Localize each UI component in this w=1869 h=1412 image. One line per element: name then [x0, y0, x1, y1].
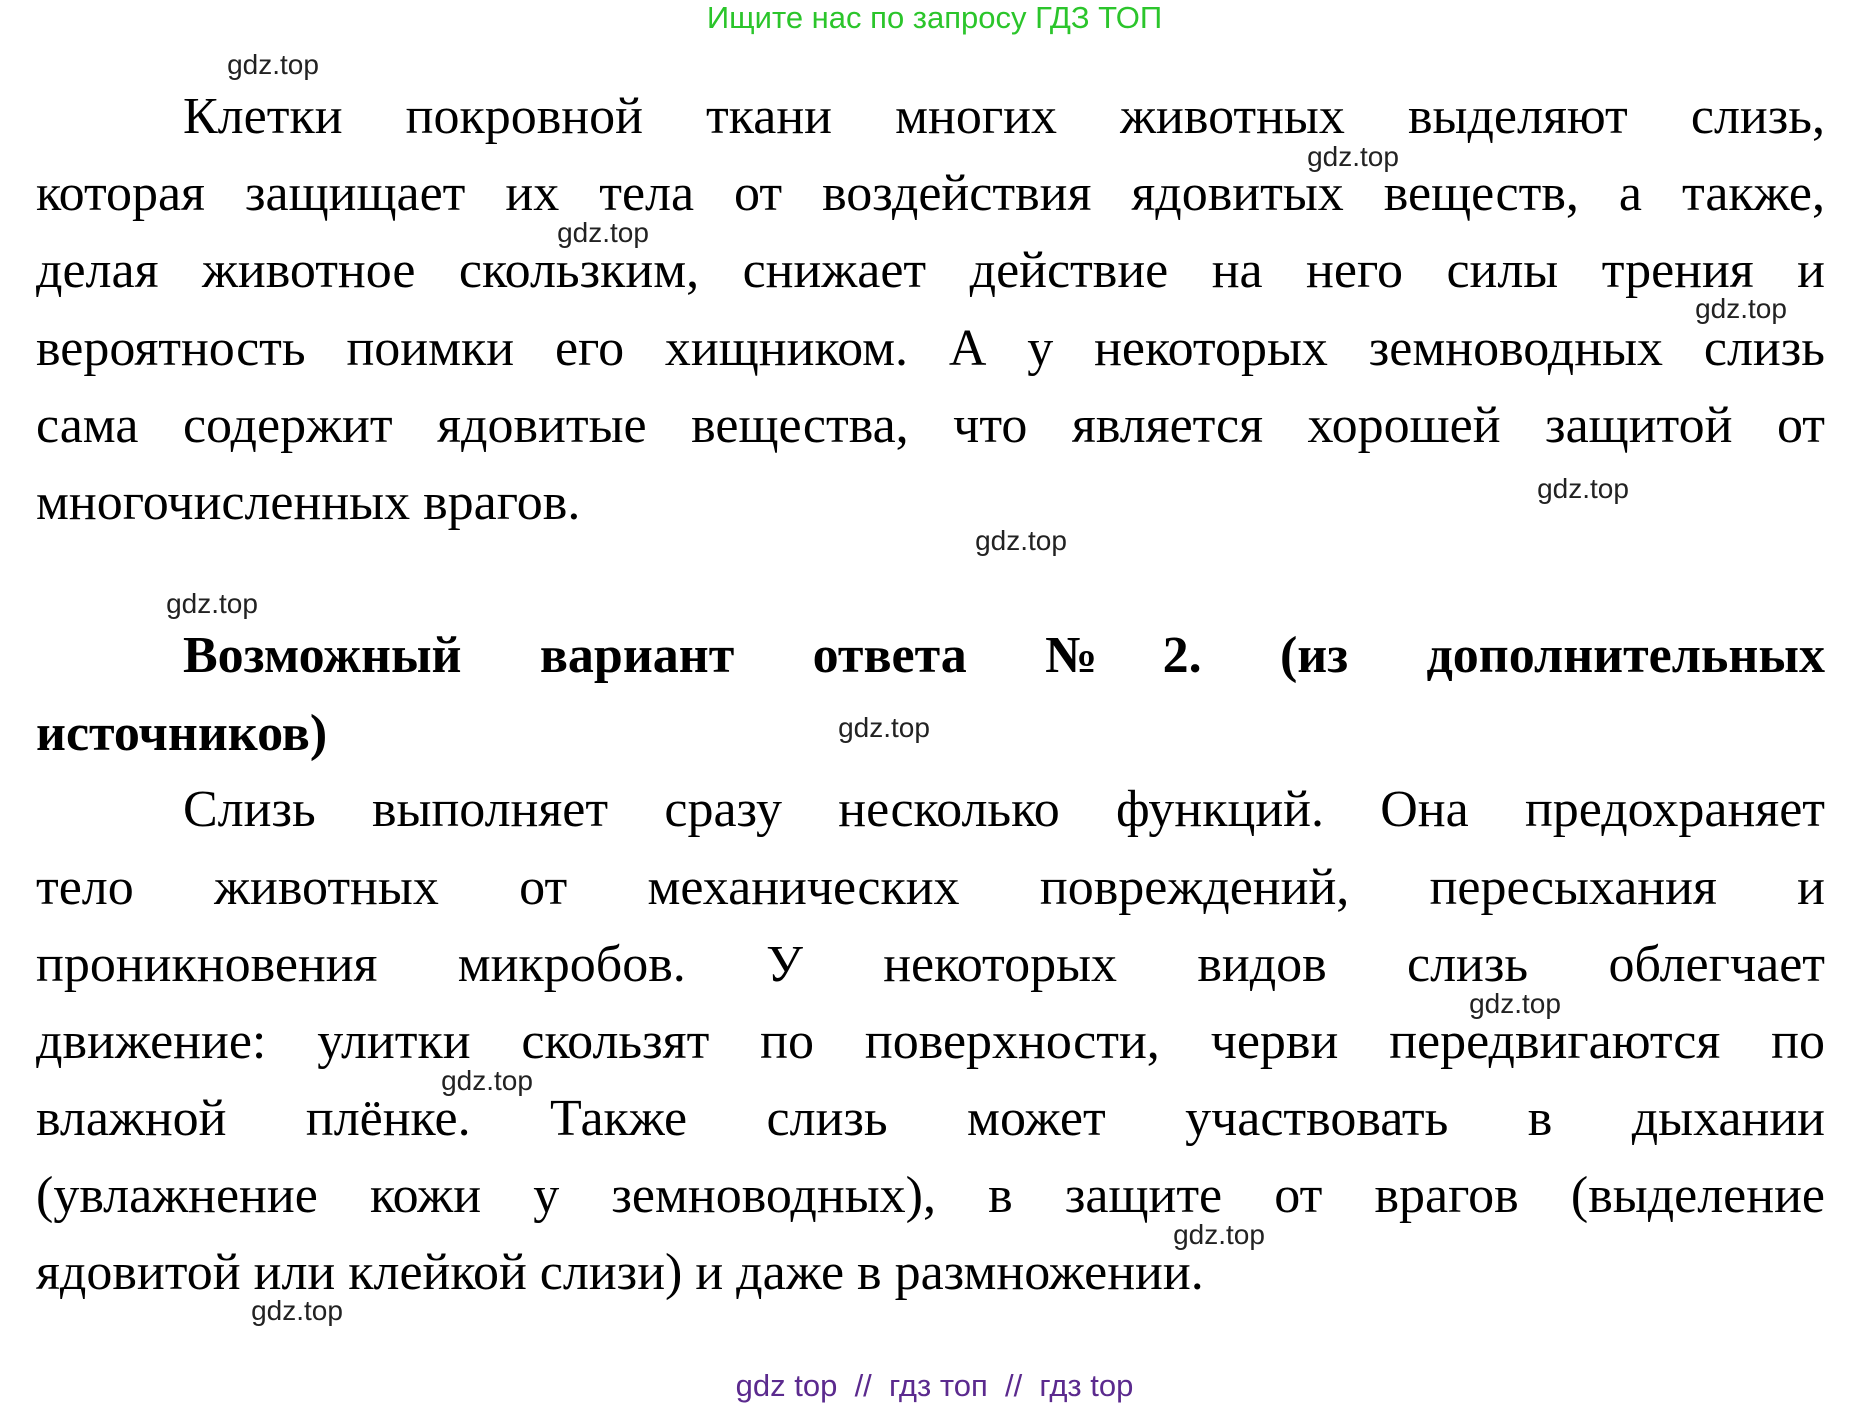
text-line: проникновения микробов. У некоторых видов слизь облегчает: [36, 936, 1825, 993]
watermark: gdz.top: [1307, 141, 1399, 172]
text-line: тело животных от механических повреждений, пересыхания и: [36, 859, 1825, 916]
text-line: Слизь выполняет сразу несколько функций. Она предохраняет: [183, 781, 1825, 838]
text-line: (увлажнение кожи у земноводных), в защите от врагов (выделение: [36, 1167, 1825, 1224]
watermark: gdz.top: [1695, 293, 1787, 324]
text-line: Клетки покровной ткани многих животных выделяют слизь,: [183, 88, 1825, 145]
search-hint-banner: Ищите нас по запросу ГДЗ ТОП: [706, 0, 1163, 35]
text-line: влажной плёнке. Также слизь может участвовать в дыхании: [36, 1090, 1825, 1147]
text-line: делая животное скользким, снижает действие на него силы трения и: [36, 242, 1825, 299]
watermark: gdz.top: [166, 588, 258, 619]
text-line: вероятность поимки его хищником. А у некоторых земноводных слизь: [36, 320, 1825, 377]
text-line: многочисленных врагов.: [36, 474, 581, 531]
text-line: ядовитой или клейкой слизи) и даже в размножении.: [36, 1244, 1204, 1301]
watermark: gdz.top: [557, 217, 649, 248]
watermark: gdz.top: [227, 49, 319, 80]
watermark: gdz.top: [1537, 473, 1629, 504]
watermark: gdz.top: [1469, 988, 1561, 1019]
heading-line: источников): [36, 705, 328, 762]
watermark: gdz.top: [1173, 1219, 1265, 1250]
footer-watermark: gdz top // гдз топ // гдз top: [735, 1368, 1134, 1403]
text-line: сама содержит ядовитые вещества, что является хорошей защитой от: [36, 397, 1825, 454]
text-line: которая защищает их тела от воздействия ядовитых веществ, а также,: [36, 165, 1825, 222]
watermark: gdz.top: [975, 525, 1067, 556]
heading-line: Возможный вариант ответа №2. (из дополнительных: [183, 627, 1825, 684]
watermark: gdz.top: [441, 1065, 533, 1096]
watermark: gdz.top: [838, 712, 930, 743]
watermark: gdz.top: [251, 1295, 343, 1326]
text-line: движение: улитки скользят по поверхности, черви передвигаются по: [36, 1013, 1825, 1070]
